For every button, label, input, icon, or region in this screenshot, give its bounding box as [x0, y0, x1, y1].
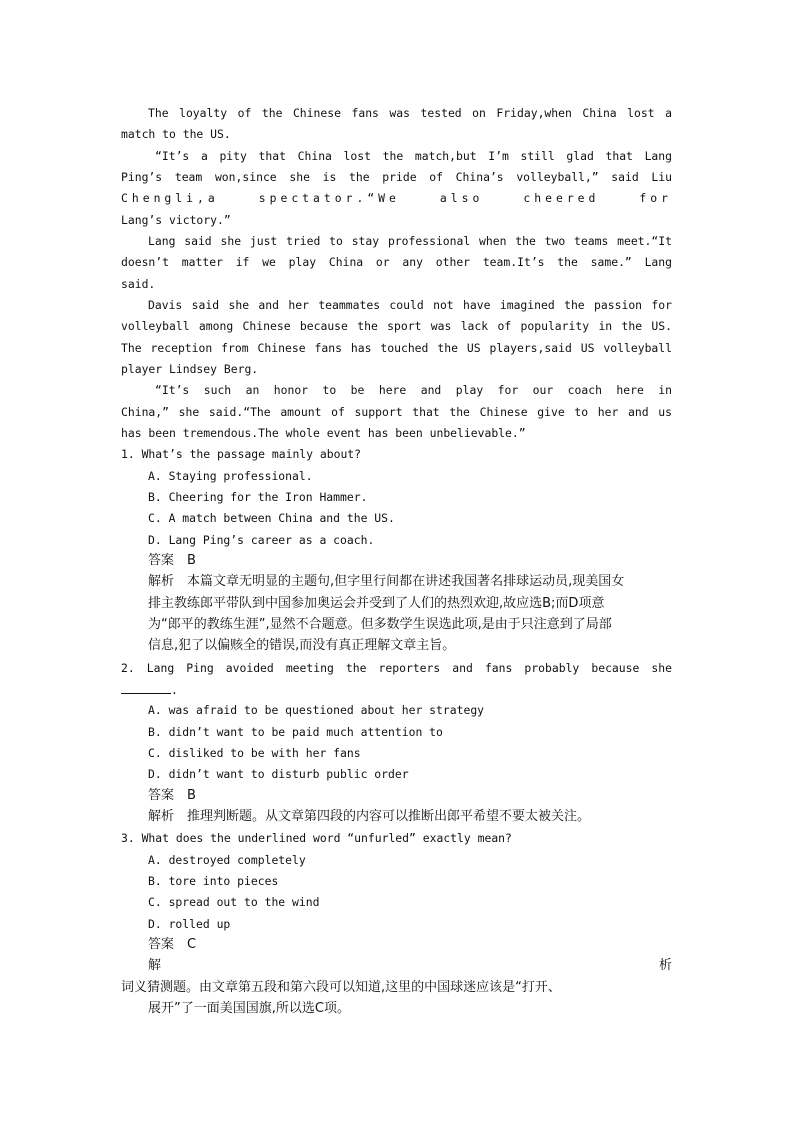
- passage-line: Ping’s team won,since she is the pride of China’s volleyball,” said Liu: [121, 170, 672, 184]
- explanation-line: 词义猜测题。由文章第五段和第六段可以知道,这里的中国球迷应该是“打开、: [121, 980, 561, 995]
- passage-line: has been tremendous.The whole event has been unbelievable.”: [121, 426, 526, 440]
- blank-line: [121, 681, 171, 694]
- passage-line: Lang’s victory.”: [121, 213, 231, 227]
- explanation-line: 解析 本篇文章无明显的主题句,但字里行间都在讲述我国著名排球运动员,现美国女: [148, 574, 625, 589]
- option-d: D. rolled up: [148, 917, 231, 931]
- option-a: A. was afraid to be questioned about her strategy: [148, 703, 485, 717]
- passage-line: Davis said she and her teammates could not have imagined the passion for: [148, 298, 672, 312]
- explanation-line: 信息,犯了以偏赅全的错误,而没有真正理解文章主旨。: [148, 638, 456, 653]
- option-b: B. Cheering for the Iron Hammer.: [148, 490, 368, 504]
- answer: 答案 B: [148, 788, 196, 803]
- passage-line: “It’s such an honor to be here and play for our coach here in: [155, 383, 672, 397]
- explanation-head-right: 析: [658, 958, 672, 973]
- answer: 答案 C: [148, 937, 197, 952]
- passage-line: doesn’t matter if we play China or any other team.It’s the same.” Lang: [121, 255, 672, 269]
- passage-line: Chengli,a spectator.“We also cheered for: [121, 191, 672, 205]
- passage-line: China,” she said.“The amount of support that the Chinese give to her and us: [121, 405, 672, 419]
- explanation-line: 解析 推理判断题。从文章第四段的内容可以推断出郎平希望不要太被关注。: [148, 809, 591, 824]
- explanation-head-left: 解: [148, 958, 162, 973]
- explanation-line: 为“郎平的教练生涯”,显然不合题意。但多数学生误选此项,是由于只注意到了局部: [148, 617, 612, 632]
- blank-end: .: [171, 683, 178, 697]
- passage-line: player Lindsey Berg.: [121, 362, 259, 376]
- answer-blank: [121, 681, 672, 698]
- explanation-line: 展开”了一面美国国旗,所以选C项。: [148, 1001, 350, 1016]
- answer: 答案 B: [148, 553, 196, 568]
- passage-line: Lang said she just tried to stay professional when the two teams meet.“It: [148, 234, 672, 248]
- passage-line: said.: [121, 277, 156, 291]
- explanation-line: 排主教练郎平带队到中国参加奥运会并受到了人们的热烈欢迎,故应选B;而D项意: [148, 596, 605, 611]
- option-c: C. spread out to the wind: [148, 895, 320, 909]
- passage-line: “It’s a pity that China lost the match,but I’m still glad that Lang: [155, 149, 672, 163]
- passage-line: The reception from Chinese fans has touched the US players,said US volleyball: [121, 341, 672, 355]
- question-stem: 2. Lang Ping avoided meeting the reporters and fans probably because she: [121, 661, 672, 675]
- passage-line: The loyalty of the Chinese fans was tested on Friday,when China lost a: [148, 106, 672, 120]
- passage-line: match to the US.: [121, 127, 231, 141]
- question-stem: 3. What does the underlined word “unfurled” exactly mean?: [121, 831, 512, 845]
- passage-line: volleyball among Chinese because the sport was lack of popularity in the US.: [121, 319, 672, 333]
- question-stem: 1. What’s the passage mainly about?: [121, 447, 362, 461]
- option-d: D. Lang Ping’s career as a coach.: [148, 533, 375, 547]
- option-b: B. didn’t want to be paid much attention to: [148, 725, 443, 739]
- option-c: C. A match between China and the US.: [148, 511, 395, 525]
- option-d: D. didn’t want to disturb public order: [148, 767, 409, 781]
- option-b: B. tore into pieces: [148, 874, 279, 888]
- option-c: C. disliked to be with her fans: [148, 746, 361, 760]
- option-a: A. destroyed completely: [148, 853, 306, 867]
- option-a: A. Staying professional.: [148, 469, 313, 483]
